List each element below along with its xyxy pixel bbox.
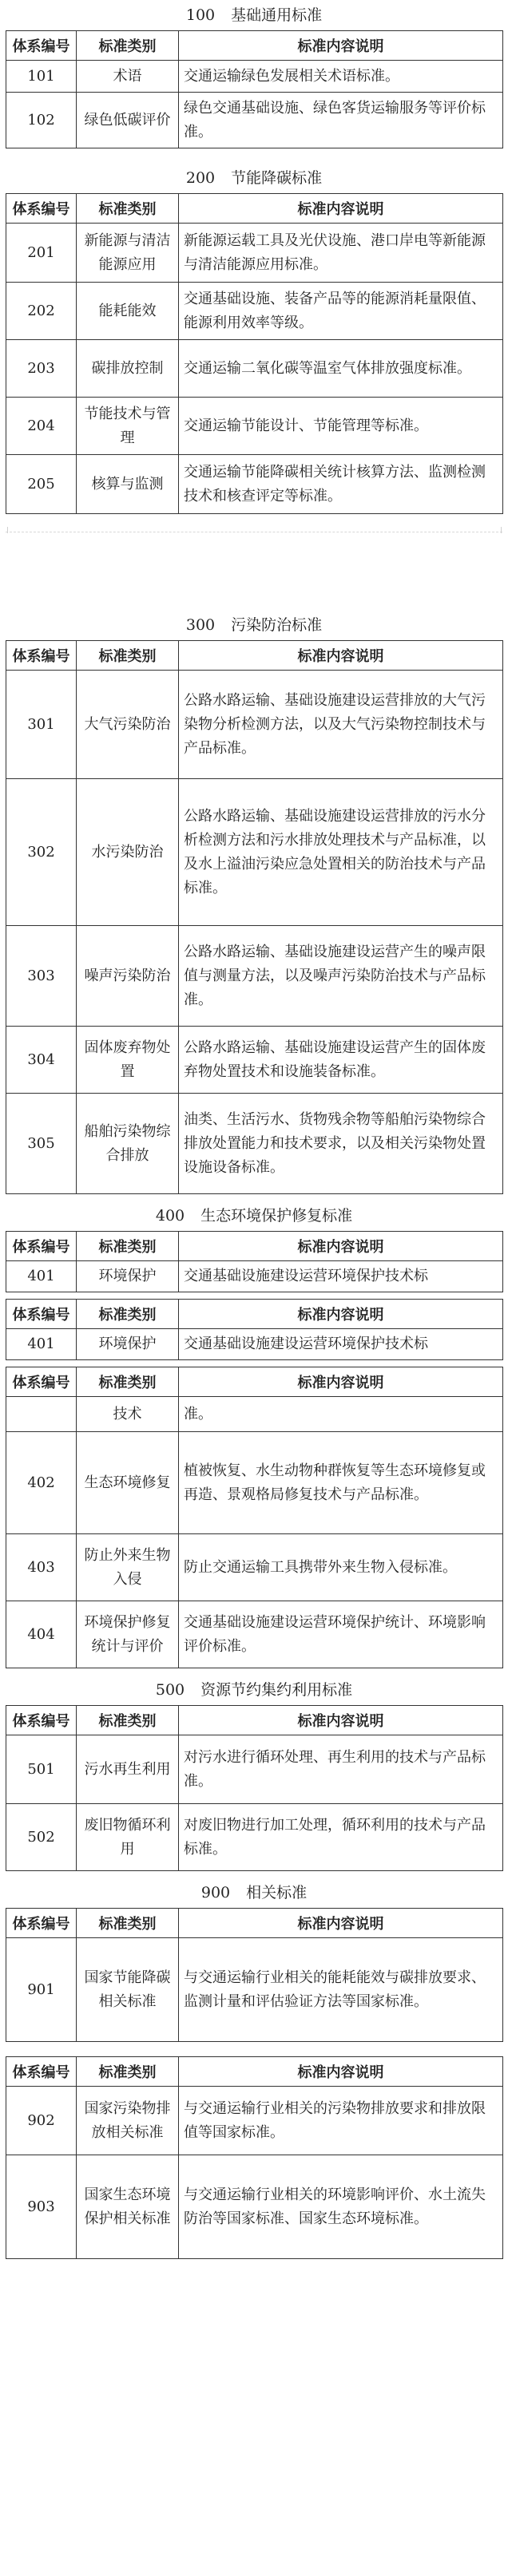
header-category: 标准类别 <box>77 2057 179 2087</box>
row-category: 固体废弃物处置 <box>77 1027 179 1094</box>
row-code: 401 <box>6 1261 77 1292</box>
section-name: 资源节约集约利用标准 <box>200 1681 353 1699</box>
row-category: 环境保护 <box>77 1329 179 1360</box>
table-row <box>6 779 503 926</box>
header-code: 体系编号 <box>6 2057 77 2087</box>
header-code: 体系编号 <box>6 1706 77 1735</box>
row-category: 新能源与清洁能源应用 <box>77 224 179 283</box>
section-code: 100 <box>185 6 216 24</box>
table-header-row <box>6 1367 503 1397</box>
document-page <box>0 5 508 2259</box>
table-header-row <box>6 1232 503 1261</box>
section-title-500 <box>6 1680 502 1700</box>
row-code: 903 <box>6 2155 77 2259</box>
row-content: 公路水路运输、基础设施建设运营产生的噪声限值与测量方法，以及噪声污染防治技术与产品标准。 <box>179 926 503 1027</box>
section-name: 相关标准 <box>246 1884 308 1901</box>
row-content: 防止交通运输工具携带外来生物入侵标准。 <box>179 1534 503 1601</box>
row-code: 401 <box>6 1329 77 1360</box>
table-row <box>6 340 503 398</box>
section-name: 节能降碳标准 <box>231 169 323 187</box>
section-code: 900 <box>200 1884 231 1901</box>
table-row <box>6 93 503 148</box>
standards-table-400-c <box>6 1367 503 1668</box>
row-content: 交通运输节能降碳相关统计核算方法、监测检测技术和核查评定等标准。 <box>179 455 503 514</box>
row-code: 902 <box>6 2087 77 2155</box>
header-category: 标准类别 <box>77 1367 179 1397</box>
header-category: 标准类别 <box>77 1232 179 1261</box>
header-code: 体系编号 <box>6 641 77 671</box>
row-category: 国家污染物排放相关标准 <box>77 2087 179 2155</box>
row-content: 油类、生活污水、货物残余物等船舶污染物综合排放处置能力和技术要求，以及相关污染物处置设施设备标准。 <box>179 1094 503 1194</box>
row-code: 501 <box>6 1735 77 1804</box>
row-category: 大气污染防治 <box>77 671 179 779</box>
row-code: 202 <box>6 283 77 340</box>
header-content: 标准内容说明 <box>179 1367 503 1397</box>
table-row <box>6 224 503 283</box>
header-code: 体系编号 <box>6 31 77 61</box>
table-header-row <box>6 1706 503 1735</box>
row-category: 国家生态环境保护相关标准 <box>77 2155 179 2259</box>
table-row <box>6 1094 503 1194</box>
section-title-400 <box>6 1205 502 1226</box>
row-code: 404 <box>6 1601 77 1668</box>
table-header-row <box>6 1909 503 1938</box>
table-header-row <box>6 641 503 671</box>
row-category: 水污染防治 <box>77 779 179 926</box>
row-content: 交通基础设施、装备产品等的能源消耗量限值、能源利用效率等级。 <box>179 283 503 340</box>
section-code: 200 <box>185 169 216 187</box>
table-header-row <box>6 2057 503 2087</box>
table-row-continued <box>6 1397 503 1432</box>
table-row <box>6 1329 503 1360</box>
table-row <box>6 283 503 340</box>
table-row <box>6 1534 503 1601</box>
row-content: 与交通运输行业相关的能耗能效与碳排放要求、监测计量和评估验证方法等国家标准。 <box>179 1938 503 2042</box>
row-content: 交通运输绿色发展相关术语标准。 <box>179 61 503 93</box>
table-row <box>6 926 503 1027</box>
table-row <box>6 1432 503 1534</box>
section-title-100 <box>6 5 502 26</box>
row-code: 302 <box>6 779 77 926</box>
header-code: 体系编号 <box>6 194 77 224</box>
header-content: 标准内容说明 <box>179 1300 503 1329</box>
table-row <box>6 671 503 779</box>
row-code: 203 <box>6 340 77 398</box>
row-content: 对污水进行循环处理、再生利用的技术与产品标准。 <box>179 1735 503 1804</box>
section-code: 400 <box>155 1207 185 1225</box>
header-content: 标准内容说明 <box>179 641 503 671</box>
header-content: 标准内容说明 <box>179 1706 503 1735</box>
header-category: 标准类别 <box>77 31 179 61</box>
row-content: 与交通运输行业相关的污染物排放要求和排放限值等国家标准。 <box>179 2087 503 2155</box>
row-category: 节能技术与管理 <box>77 398 179 455</box>
table-header-row <box>6 194 503 224</box>
row-category: 核算与监测 <box>77 455 179 514</box>
row-code: 502 <box>6 1804 77 1871</box>
row-category: 绿色低碳评价 <box>77 93 179 148</box>
section-name: 污染防治标准 <box>231 616 323 634</box>
header-category: 标准类别 <box>77 1909 179 1938</box>
row-content: 公路水路运输、基础设施建设运营排放的大气污染物分析检测方法，以及大气污染物控制技术与产品标准。 <box>179 671 503 779</box>
standards-table-400-b <box>6 1299 503 1360</box>
section-name: 生态环境保护修复标准 <box>200 1207 353 1225</box>
row-category: 污水再生利用 <box>77 1735 179 1804</box>
header-content: 标准内容说明 <box>179 2057 503 2087</box>
row-code: 305 <box>6 1094 77 1194</box>
header-category: 标准类别 <box>77 1706 179 1735</box>
row-category: 国家节能降碳相关标准 <box>77 1938 179 2042</box>
row-category: 技术 <box>77 1397 179 1432</box>
row-category: 废旧物循环利用 <box>77 1804 179 1871</box>
row-content: 植被恢复、水生动物种群恢复等生态环境修复或再造、景观格局修复技术与产品标准。 <box>179 1432 503 1534</box>
row-code: 102 <box>6 93 77 148</box>
row-category: 防止外来生物入侵 <box>77 1534 179 1601</box>
row-code: 101 <box>6 61 77 93</box>
standards-table-400-a <box>6 1231 503 1292</box>
row-content: 交通基础设施建设运营环境保护技术标 <box>179 1261 503 1292</box>
header-content: 标准内容说明 <box>179 1909 503 1938</box>
standards-table-100 <box>6 30 503 148</box>
section-code: 500 <box>155 1681 185 1699</box>
row-code: 304 <box>6 1027 77 1094</box>
table-row <box>6 455 503 514</box>
row-content: 交通运输二氧化碳等温室气体排放强度标准。 <box>179 340 503 398</box>
row-code: 301 <box>6 671 77 779</box>
table-row <box>6 1804 503 1871</box>
section-title-200 <box>6 168 502 188</box>
table-row <box>6 2087 503 2155</box>
row-code: 201 <box>6 224 77 283</box>
row-content: 新能源运载工具及光伏设施、港口岸电等新能源与清洁能源应用标准。 <box>179 224 503 283</box>
row-content: 对废旧物进行加工处理，循环利用的技术与产品标准。 <box>179 1804 503 1871</box>
standards-table-900-a <box>6 1908 503 2042</box>
header-code: 体系编号 <box>6 1300 77 1329</box>
row-content: 交通运输节能设计、节能管理等标准。 <box>179 398 503 455</box>
table-row <box>6 1027 503 1094</box>
row-code: 403 <box>6 1534 77 1601</box>
table-header-row <box>6 1300 503 1329</box>
row-category: 环境保护 <box>77 1261 179 1292</box>
header-code: 体系编号 <box>6 1367 77 1397</box>
header-category: 标准类别 <box>77 194 179 224</box>
header-category: 标准类别 <box>77 1300 179 1329</box>
section-title-300 <box>6 615 502 635</box>
table-row <box>6 61 503 93</box>
header-category: 标准类别 <box>77 641 179 671</box>
row-category: 噪声污染防治 <box>77 926 179 1027</box>
row-content: 准。 <box>179 1397 503 1432</box>
header-content: 标准内容说明 <box>179 31 503 61</box>
row-category: 碳排放控制 <box>77 340 179 398</box>
row-content: 绿色交通基础设施、绿色客货运输服务等评价标准。 <box>179 93 503 148</box>
row-content: 公路水路运输、基础设施建设运营排放的污水分析检测方法和污水排放处理技术与产品标准，以及水上溢油污染应急处置相关的防治技术与产品标准。 <box>179 779 503 926</box>
row-code: 204 <box>6 398 77 455</box>
row-content: 与交通运输行业相关的环境影响评价、水土流失防治等国家标准、国家生态环境标准。 <box>179 2155 503 2259</box>
table-row <box>6 1261 503 1292</box>
table-row <box>6 1938 503 2042</box>
table-row <box>6 398 503 455</box>
standards-table-300 <box>6 640 503 1194</box>
section-code: 300 <box>185 616 216 634</box>
header-code: 体系编号 <box>6 1232 77 1261</box>
header-content: 标准内容说明 <box>179 1232 503 1261</box>
row-category: 术语 <box>77 61 179 93</box>
table-row <box>6 2155 503 2259</box>
table-row <box>6 1601 503 1668</box>
standards-table-900-b <box>6 2056 503 2259</box>
row-category: 环境保护修复统计与评价 <box>77 1601 179 1668</box>
standards-table-200 <box>6 193 503 514</box>
row-code: 402 <box>6 1432 77 1534</box>
row-code: 303 <box>6 926 77 1027</box>
table-header-row <box>6 31 503 61</box>
row-content: 公路水路运输、基础设施建设运营产生的固体废弃物处置技术和设施装备标准。 <box>179 1027 503 1094</box>
header-content: 标准内容说明 <box>179 194 503 224</box>
section-title-900 <box>6 1882 502 1903</box>
header-code: 体系编号 <box>6 1909 77 1938</box>
row-category: 能耗能效 <box>77 283 179 340</box>
page-break <box>6 514 502 546</box>
row-code: 205 <box>6 455 77 514</box>
row-content: 交通基础设施建设运营环境保护技术标 <box>179 1329 503 1360</box>
row-code: 901 <box>6 1938 77 2042</box>
standards-table-500 <box>6 1705 503 1871</box>
row-content: 交通基础设施建设运营环境保护统计、环境影响评价标准。 <box>179 1601 503 1668</box>
table-row <box>6 1735 503 1804</box>
row-category: 船舶污染物综合排放 <box>77 1094 179 1194</box>
row-category: 生态环境修复 <box>77 1432 179 1534</box>
section-name: 基础通用标准 <box>231 6 323 24</box>
row-code <box>6 1397 77 1432</box>
